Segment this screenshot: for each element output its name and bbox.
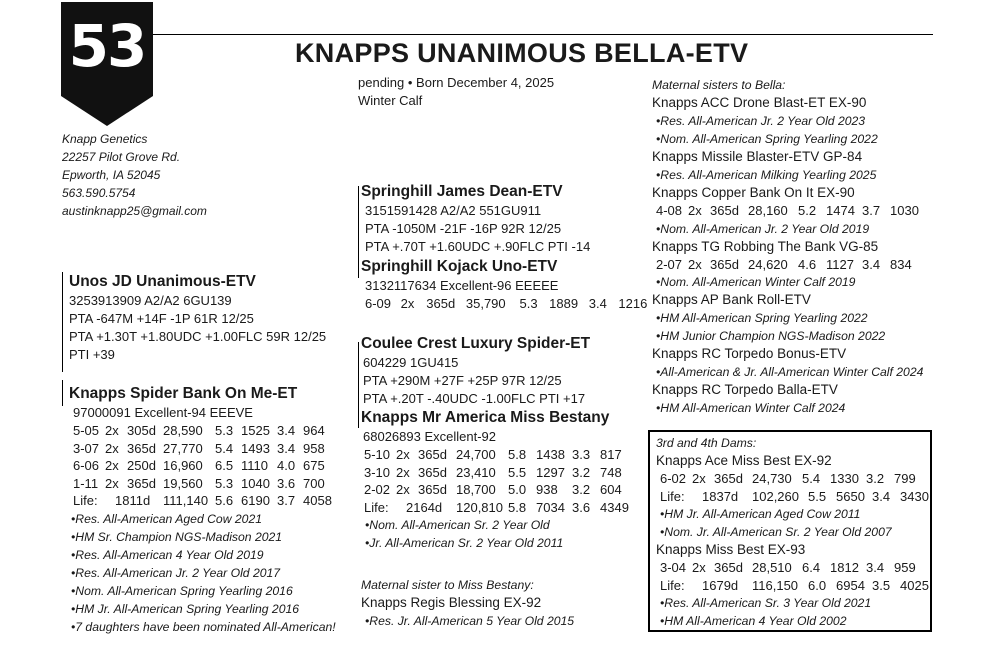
- record-cell: 6954: [836, 577, 865, 593]
- record-row: [364, 464, 629, 482]
- record-cell: 1812: [830, 560, 859, 575]
- record-cell: 24,700: [456, 447, 496, 462]
- dam-line: 97000091 Excellent-94 EEEVE: [73, 405, 253, 420]
- sister-name: Knapps TG Robbing The Bank VG-85: [652, 238, 879, 254]
- record-cell: 365d: [714, 471, 743, 486]
- record-row: [73, 475, 336, 493]
- dam-dam-awards: [365, 516, 629, 552]
- award: •Nom. All-American Spring Yearling 2016: [71, 583, 293, 598]
- award: •HM All-American 4 Year Old 2002: [660, 614, 847, 628]
- award: •HM All-American Spring Yearling 2022: [656, 311, 868, 325]
- consignor-phone: 563.590.5754: [62, 186, 136, 200]
- record-cell: 120,810: [456, 499, 503, 515]
- record-cell: 5.4: [802, 471, 821, 486]
- award: •HM Jr. All-American Spring Yearling 2016: [71, 601, 300, 616]
- award: •HM All-American Winter Calf 2024: [656, 401, 846, 415]
- record-cell: 5.5: [508, 464, 527, 480]
- record-cell: 3.3: [572, 447, 591, 462]
- record-cell: 2x: [105, 458, 119, 473]
- sire-dam-name: Springhill Kojack Uno-ETV: [361, 258, 558, 275]
- third-dam-name: Knapps Ace Miss Best EX-92: [656, 453, 832, 468]
- record-row: [365, 295, 647, 313]
- sire-bracket: [62, 272, 63, 372]
- record-cell: 3-10: [364, 464, 391, 480]
- dam-sire-name: Coulee Crest Luxury Spider-ET: [361, 335, 591, 352]
- record-cell: 2-02: [364, 482, 391, 497]
- award: •Res. All-American Jr. 2 Year Old 2017: [71, 565, 281, 580]
- record-row: [364, 446, 629, 464]
- sister-name: Knapps RC Torpedo Bonus-ETV: [652, 346, 847, 361]
- record-cell: Life:: [660, 577, 685, 593]
- record-cell: 799: [894, 471, 916, 486]
- record-cell: 27,770: [163, 440, 203, 456]
- sire-line: PTA -647M +14F -1P 61R 12/25: [69, 311, 254, 326]
- record-cell: 5.6: [215, 493, 234, 508]
- sire-sire-name: Springhill James Dean-ETV: [361, 183, 563, 200]
- sister-name: Knapps ACC Drone Blast-ET EX-90: [652, 95, 867, 110]
- page-title: KNAPPS UNANIMOUS BELLA-ETV: [295, 38, 749, 68]
- record-row: [73, 440, 336, 458]
- award: •Jr. All-American Sr. 2 Year Old 2011: [365, 536, 564, 550]
- sister-name: Knapps Missile Blaster-ETV GP-84: [652, 149, 863, 164]
- record-cell: 6-06: [73, 458, 100, 473]
- record-cell: 305d: [127, 423, 156, 438]
- dam-dam-name: Knapps Mr America Miss Bestany: [361, 409, 610, 426]
- record-cell: 4.6: [798, 256, 817, 272]
- record-cell: 1297: [536, 464, 565, 480]
- record-row: [660, 577, 929, 595]
- record-cell: 5.3: [215, 423, 234, 438]
- record-cell: 1040: [241, 475, 270, 491]
- record-cell: 24,620: [748, 256, 788, 272]
- record-cell: 16,960: [163, 458, 203, 473]
- record-cell: 3.2: [866, 471, 885, 486]
- record-cell: 365d: [418, 464, 447, 480]
- record-cell: 250d: [127, 458, 156, 473]
- dam-sire-line: 604229 1GU415: [363, 355, 459, 370]
- record-row: [73, 422, 336, 440]
- record-cell: 365d: [127, 440, 156, 456]
- record-cell: Life:: [660, 488, 685, 504]
- record-cell: 700: [303, 475, 325, 491]
- record-cell: 24,730: [752, 471, 792, 486]
- record-cell: 3-04: [660, 560, 687, 575]
- record-cell: 5650: [836, 488, 865, 504]
- record-cell: 817: [600, 447, 622, 462]
- record-cell: 1330: [830, 471, 859, 486]
- record-cell: 2x: [692, 471, 706, 486]
- calf-class: Winter Calf: [358, 93, 423, 108]
- dam-block: [69, 384, 336, 636]
- third-fourth-dams-box: [648, 430, 932, 632]
- award: •Res. Jr. All-American 5 Year Old 2015: [365, 614, 575, 628]
- record-cell: 1030: [890, 203, 919, 218]
- record-cell: 35,790: [465, 296, 506, 311]
- record-cell: 19,560: [163, 475, 203, 491]
- award: •Res. All-American Jr. 2 Year Old 2023: [656, 114, 866, 128]
- award: •Res. All-American Milking Yearling 2025: [656, 168, 877, 182]
- record-cell: 1679d: [702, 577, 739, 593]
- dam-dam-line: 68026893 Excellent-92: [363, 429, 496, 444]
- dam-sire-block: [361, 334, 590, 408]
- record-cell: 5.8: [508, 499, 527, 515]
- sire-name: Unos JD Unanimous-ETV: [69, 273, 256, 290]
- record-cell: 1-11: [73, 475, 99, 491]
- record-cell: 1889: [549, 296, 579, 311]
- record-cell: 3.4: [872, 488, 891, 504]
- record-cell: 675: [303, 458, 325, 473]
- record-row: [660, 488, 929, 506]
- maternal-sisters-heading: Maternal sisters to Bella:: [652, 78, 786, 92]
- record-cell: 1438: [536, 447, 565, 462]
- record-cell: 102,260: [752, 488, 799, 504]
- record-cell: 5.2: [798, 203, 817, 218]
- record-cell: 4025: [900, 577, 929, 593]
- record-cell: 365d: [710, 203, 739, 218]
- consignor-email: austinknapp25@gmail.com: [62, 204, 207, 218]
- record-cell: 3.4: [588, 296, 607, 311]
- award: •Nom. Jr. All-American Sr. 2 Year Old 2007: [660, 525, 892, 539]
- dam-sire-line: PTA +.20T -.40UDC -1.00FLC PTI +17: [363, 391, 586, 406]
- sire-parents-bracket: [358, 186, 359, 278]
- record-cell: 1811d: [115, 493, 151, 508]
- dams-box-content: [656, 434, 929, 630]
- record-row: [656, 256, 923, 274]
- dam-dam-records: [364, 446, 629, 516]
- record-cell: 18,700: [456, 482, 496, 497]
- fourth-dam-name: Knapps Miss Best EX-93: [656, 542, 806, 557]
- record-cell: 3.6: [572, 499, 591, 515]
- record-cell: 365d: [426, 296, 456, 311]
- record-cell: 4-08: [656, 203, 683, 218]
- record-cell: 1216: [618, 296, 648, 311]
- record-row: [656, 202, 923, 220]
- consignor-name: Knapp Genetics: [62, 132, 148, 146]
- record-cell: 23,410: [456, 464, 496, 480]
- award: •Res. All-American Sr. 3 Year Old 2021: [660, 596, 872, 610]
- record-cell: 2x: [105, 440, 119, 456]
- dam-records: [73, 422, 336, 510]
- record-cell: 5.8: [508, 447, 527, 462]
- award: •All-American & Jr. All-American Winter Calf 2024: [656, 365, 924, 379]
- dam-awards: [71, 510, 336, 636]
- sire-line: 3253913909 A2/A2 6GU139: [69, 293, 232, 308]
- record-cell: 1110: [241, 458, 268, 473]
- record-cell: 7034: [536, 499, 565, 515]
- dam-dam-block: [361, 408, 629, 552]
- record-cell: 28,510: [752, 560, 792, 575]
- record-cell: 748: [600, 464, 622, 480]
- record-cell: 5.3: [519, 296, 538, 311]
- record-cell: 3.2: [572, 464, 591, 480]
- record-cell: 3.4: [277, 440, 296, 456]
- record-cell: 4349: [600, 499, 629, 515]
- record-cell: 6.4: [802, 560, 821, 575]
- consignor-block: [62, 130, 207, 220]
- sire-line: PTA +1.30T +1.80UDC +1.00FLC 59R 12/25: [69, 329, 327, 344]
- record-cell: 964: [303, 423, 325, 438]
- sire-sire-line: 3151591428 A2/A2 551GU911: [365, 203, 542, 218]
- award: •Nom. All-American Sr. 2 Year Old: [365, 518, 550, 532]
- record-row: [364, 481, 629, 499]
- record-cell: 5.3: [215, 475, 234, 491]
- record-cell: 2x: [396, 464, 410, 480]
- sire-block: [69, 272, 326, 364]
- record-cell: 4.0: [277, 458, 296, 473]
- record-cell: 28,160: [748, 203, 788, 218]
- dam-sire-line: PTA +290M +27F +25P 97R 12/25: [363, 373, 562, 388]
- record-cell: 6-02: [660, 471, 687, 486]
- record-cell: 958: [303, 440, 325, 456]
- dam-parents-bracket: [358, 342, 359, 428]
- record-cell: Life:: [73, 493, 98, 508]
- record-cell: 3430: [900, 488, 929, 504]
- sire-sire-line: PTA +.70T +1.60UDC +.90FLC PTI -14: [365, 239, 591, 254]
- sire-dam-block: [361, 257, 647, 313]
- record-cell: 1525: [241, 423, 270, 438]
- record-cell: 2x: [688, 203, 702, 218]
- consignor-city: Epworth, IA 52045: [62, 168, 161, 182]
- top-rule: [153, 34, 933, 35]
- lot-number: 53: [68, 12, 146, 80]
- sister-name: Knapps Copper Bank On It EX-90: [652, 185, 855, 200]
- bestany-sister-heading: Maternal sister to Miss Bestany:: [361, 578, 534, 592]
- award: •Nom. All-American Jr. 2 Year Old 2019: [656, 221, 870, 236]
- bestany-sister-name: Knapps Regis Blessing EX-92: [361, 595, 542, 610]
- record-cell: 2x: [105, 423, 119, 438]
- record-cell: 1493: [241, 440, 270, 456]
- dam-name: Knapps Spider Bank On Me-ET: [69, 385, 298, 402]
- record-cell: 6.5: [215, 458, 234, 473]
- record-cell: 28,590: [163, 423, 203, 438]
- record-cell: 604: [600, 482, 622, 497]
- record-cell: 5-10: [364, 447, 391, 462]
- record-cell: 5.5: [808, 488, 827, 504]
- award: •HM Jr. All-American Aged Cow 2011: [660, 507, 861, 521]
- record-cell: 5-05: [73, 423, 100, 438]
- record-cell: 2-07: [656, 256, 683, 272]
- sire-sire-line: PTA -1050M -21F -16P 92R 12/25: [365, 221, 562, 236]
- record-cell: 959: [894, 560, 916, 575]
- record-cell: 1837d: [702, 488, 739, 504]
- record-cell: 365d: [127, 475, 156, 491]
- sister-name: Knapps RC Torpedo Balla-ETV: [652, 382, 838, 397]
- lot-badge: [61, 2, 153, 126]
- record-cell: 6.0: [808, 577, 827, 593]
- record-cell: 5.4: [215, 440, 234, 456]
- record-row: [660, 559, 929, 577]
- record-cell: Life:: [364, 499, 389, 515]
- record-cell: 3.5: [872, 577, 891, 593]
- record-cell: 2x: [692, 560, 706, 575]
- record-cell: 3.6: [277, 475, 296, 491]
- record-row: [660, 470, 929, 488]
- award: •HM Junior Champion NGS-Madison 2022: [656, 329, 886, 343]
- record-cell: 1127: [826, 256, 854, 272]
- record-cell: 4058: [303, 493, 332, 508]
- record-cell: 834: [890, 256, 912, 272]
- record-cell: 3.4: [866, 560, 885, 575]
- record-row: [73, 457, 336, 475]
- award: •Res. All-American 4 Year Old 2019: [71, 547, 264, 562]
- record-cell: 365d: [418, 482, 447, 497]
- consignor-address: 22257 Pilot Grove Rd.: [62, 150, 181, 164]
- record-cell: 2x: [688, 256, 702, 272]
- birth-info: pending • Born December 4, 2025: [358, 75, 555, 90]
- record-cell: 2164d: [406, 499, 443, 515]
- award: •HM Sr. Champion NGS-Madison 2021: [71, 529, 283, 544]
- record-cell: 365d: [710, 256, 739, 272]
- record-cell: 3.4: [862, 256, 881, 272]
- record-cell: 3-07: [73, 440, 100, 456]
- record-cell: 3.2: [572, 482, 591, 497]
- record-row: [73, 492, 336, 510]
- dams-box-heading: 3rd and 4th Dams:: [656, 436, 757, 450]
- bestany-sister-block: [361, 576, 574, 630]
- record-cell: 365d: [418, 447, 447, 462]
- record-row: [364, 499, 629, 517]
- sire-line: PTI +39: [69, 347, 115, 362]
- record-cell: 365d: [714, 560, 743, 575]
- record-cell: 2x: [396, 482, 410, 497]
- record-cell: 3.7: [862, 203, 881, 218]
- record-cell: 6190: [241, 493, 270, 508]
- record-cell: 2x: [400, 296, 415, 311]
- sire-dam-line: 3132117634 Excellent-96 EEEEE: [365, 278, 559, 293]
- record-cell: 938: [536, 482, 558, 497]
- record-cell: 6-09: [365, 296, 392, 311]
- record-cell: 2x: [396, 447, 410, 462]
- record-cell: 116,150: [752, 577, 799, 593]
- award: •Nom. All-American Winter Calf 2019: [656, 275, 856, 289]
- record-cell: 1474: [826, 203, 855, 218]
- record-cell: 111,140: [163, 493, 209, 508]
- record-cell: 3.4: [277, 423, 296, 438]
- maternal-sisters: [652, 76, 923, 417]
- award: •7 daughters have been nominated All-American!: [71, 619, 336, 634]
- dam-bracket: [62, 380, 63, 406]
- record-cell: 5.0: [508, 482, 527, 497]
- record-cell: 2x: [105, 475, 119, 491]
- award: •Res. All-American Aged Cow 2021: [71, 511, 263, 526]
- record-cell: 3.7: [277, 493, 296, 508]
- sire-sire-block: [361, 182, 590, 256]
- award: •Nom. All-American Spring Yearling 2022: [656, 132, 878, 146]
- sister-name: Knapps AP Bank Roll-ETV: [652, 292, 811, 307]
